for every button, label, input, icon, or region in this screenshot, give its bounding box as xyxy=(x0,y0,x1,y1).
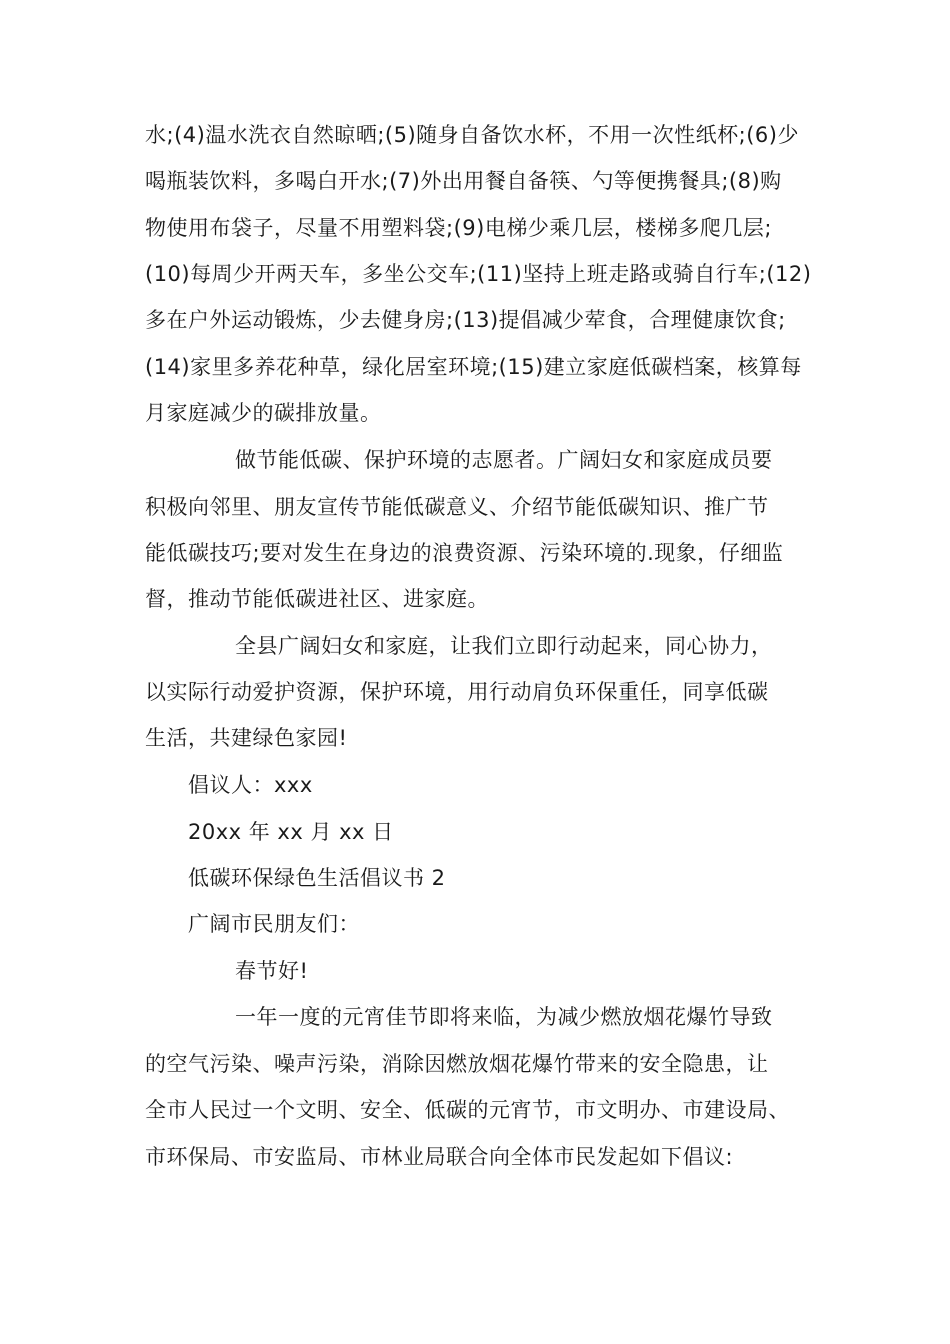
body-text-line: 积极向邻里、朋友宣传节能低碳意义、介绍节能低碳知识、推广节 xyxy=(145,495,769,519)
body-text-line: (14)家里多养花种草，绿化居室环境;(15)建立家庭低碳档案，核算每 xyxy=(145,355,802,379)
body-text-line: 能低碳技巧;要对发生在身边的浪费资源、污染环境的.现象，仔细监 xyxy=(145,541,784,565)
body-text-line: 月家庭减少的碳排放量。 xyxy=(145,401,382,425)
body-text-line: 市环保局、市安监局、市林业局联合向全体市民发起如下倡议: xyxy=(145,1145,734,1169)
body-text-line: 物使用布袋子，尽量不用塑料袋;(9)电梯少乘几层，楼梯多爬几层; xyxy=(145,216,772,240)
paragraph-first-line: 全县广阔妇女和家庭，让我们立即行动起来，同心协力， xyxy=(235,634,773,658)
body-text-line: 多在户外运动锻炼，少去健身房;(13)提倡减少荤食，合理健康饮食; xyxy=(145,308,786,332)
signatory-line: 倡议人：xxx xyxy=(188,773,313,797)
body-text-line: 生活，共建绿色家园! xyxy=(145,726,348,750)
body-text-line: 督，推动节能低碳进社区、进家庭。 xyxy=(145,587,489,611)
body-text-line: 以实际行动爱护资源，保护环境，用行动肩负环保重任，同享低碳 xyxy=(145,680,769,704)
body-text-line: 的空气污染、噪声污染，消除因燃放烟花爆竹带来的安全隐患，让 xyxy=(145,1052,769,1076)
body-text-line: (10)每周少开两天车，多坐公交车;(11)坚持上班走路或骑自行车;(12) xyxy=(145,262,812,286)
body-text-line: 水;(4)温水洗衣自然晾晒;(5)随身自备饮水杯，不用一次性纸杯;(6)少 xyxy=(145,123,799,147)
body-text-line: 全市人民过一个文明、安全、低碳的元宵节，市文明办、市建设局、 xyxy=(145,1098,790,1122)
greeting: 春节好! xyxy=(235,959,309,983)
paragraph-first-line: 一年一度的元宵佳节即将来临，为减少燃放烟花爆竹导致 xyxy=(235,1005,773,1029)
date-line: 20xx 年 xx 月 xx 日 xyxy=(188,820,394,844)
salutation: 广阔市民朋友们： xyxy=(188,912,360,936)
section-title: 低碳环保绿色生活倡议书 2 xyxy=(188,866,446,890)
body-text-line: 喝瓶装饮料，多喝白开水;(7)外出用餐自备筷、勺等便携餐具;(8)购 xyxy=(145,169,782,193)
paragraph-first-line: 做节能低碳、保护环境的志愿者。广阔妇女和家庭成员要 xyxy=(235,448,773,472)
